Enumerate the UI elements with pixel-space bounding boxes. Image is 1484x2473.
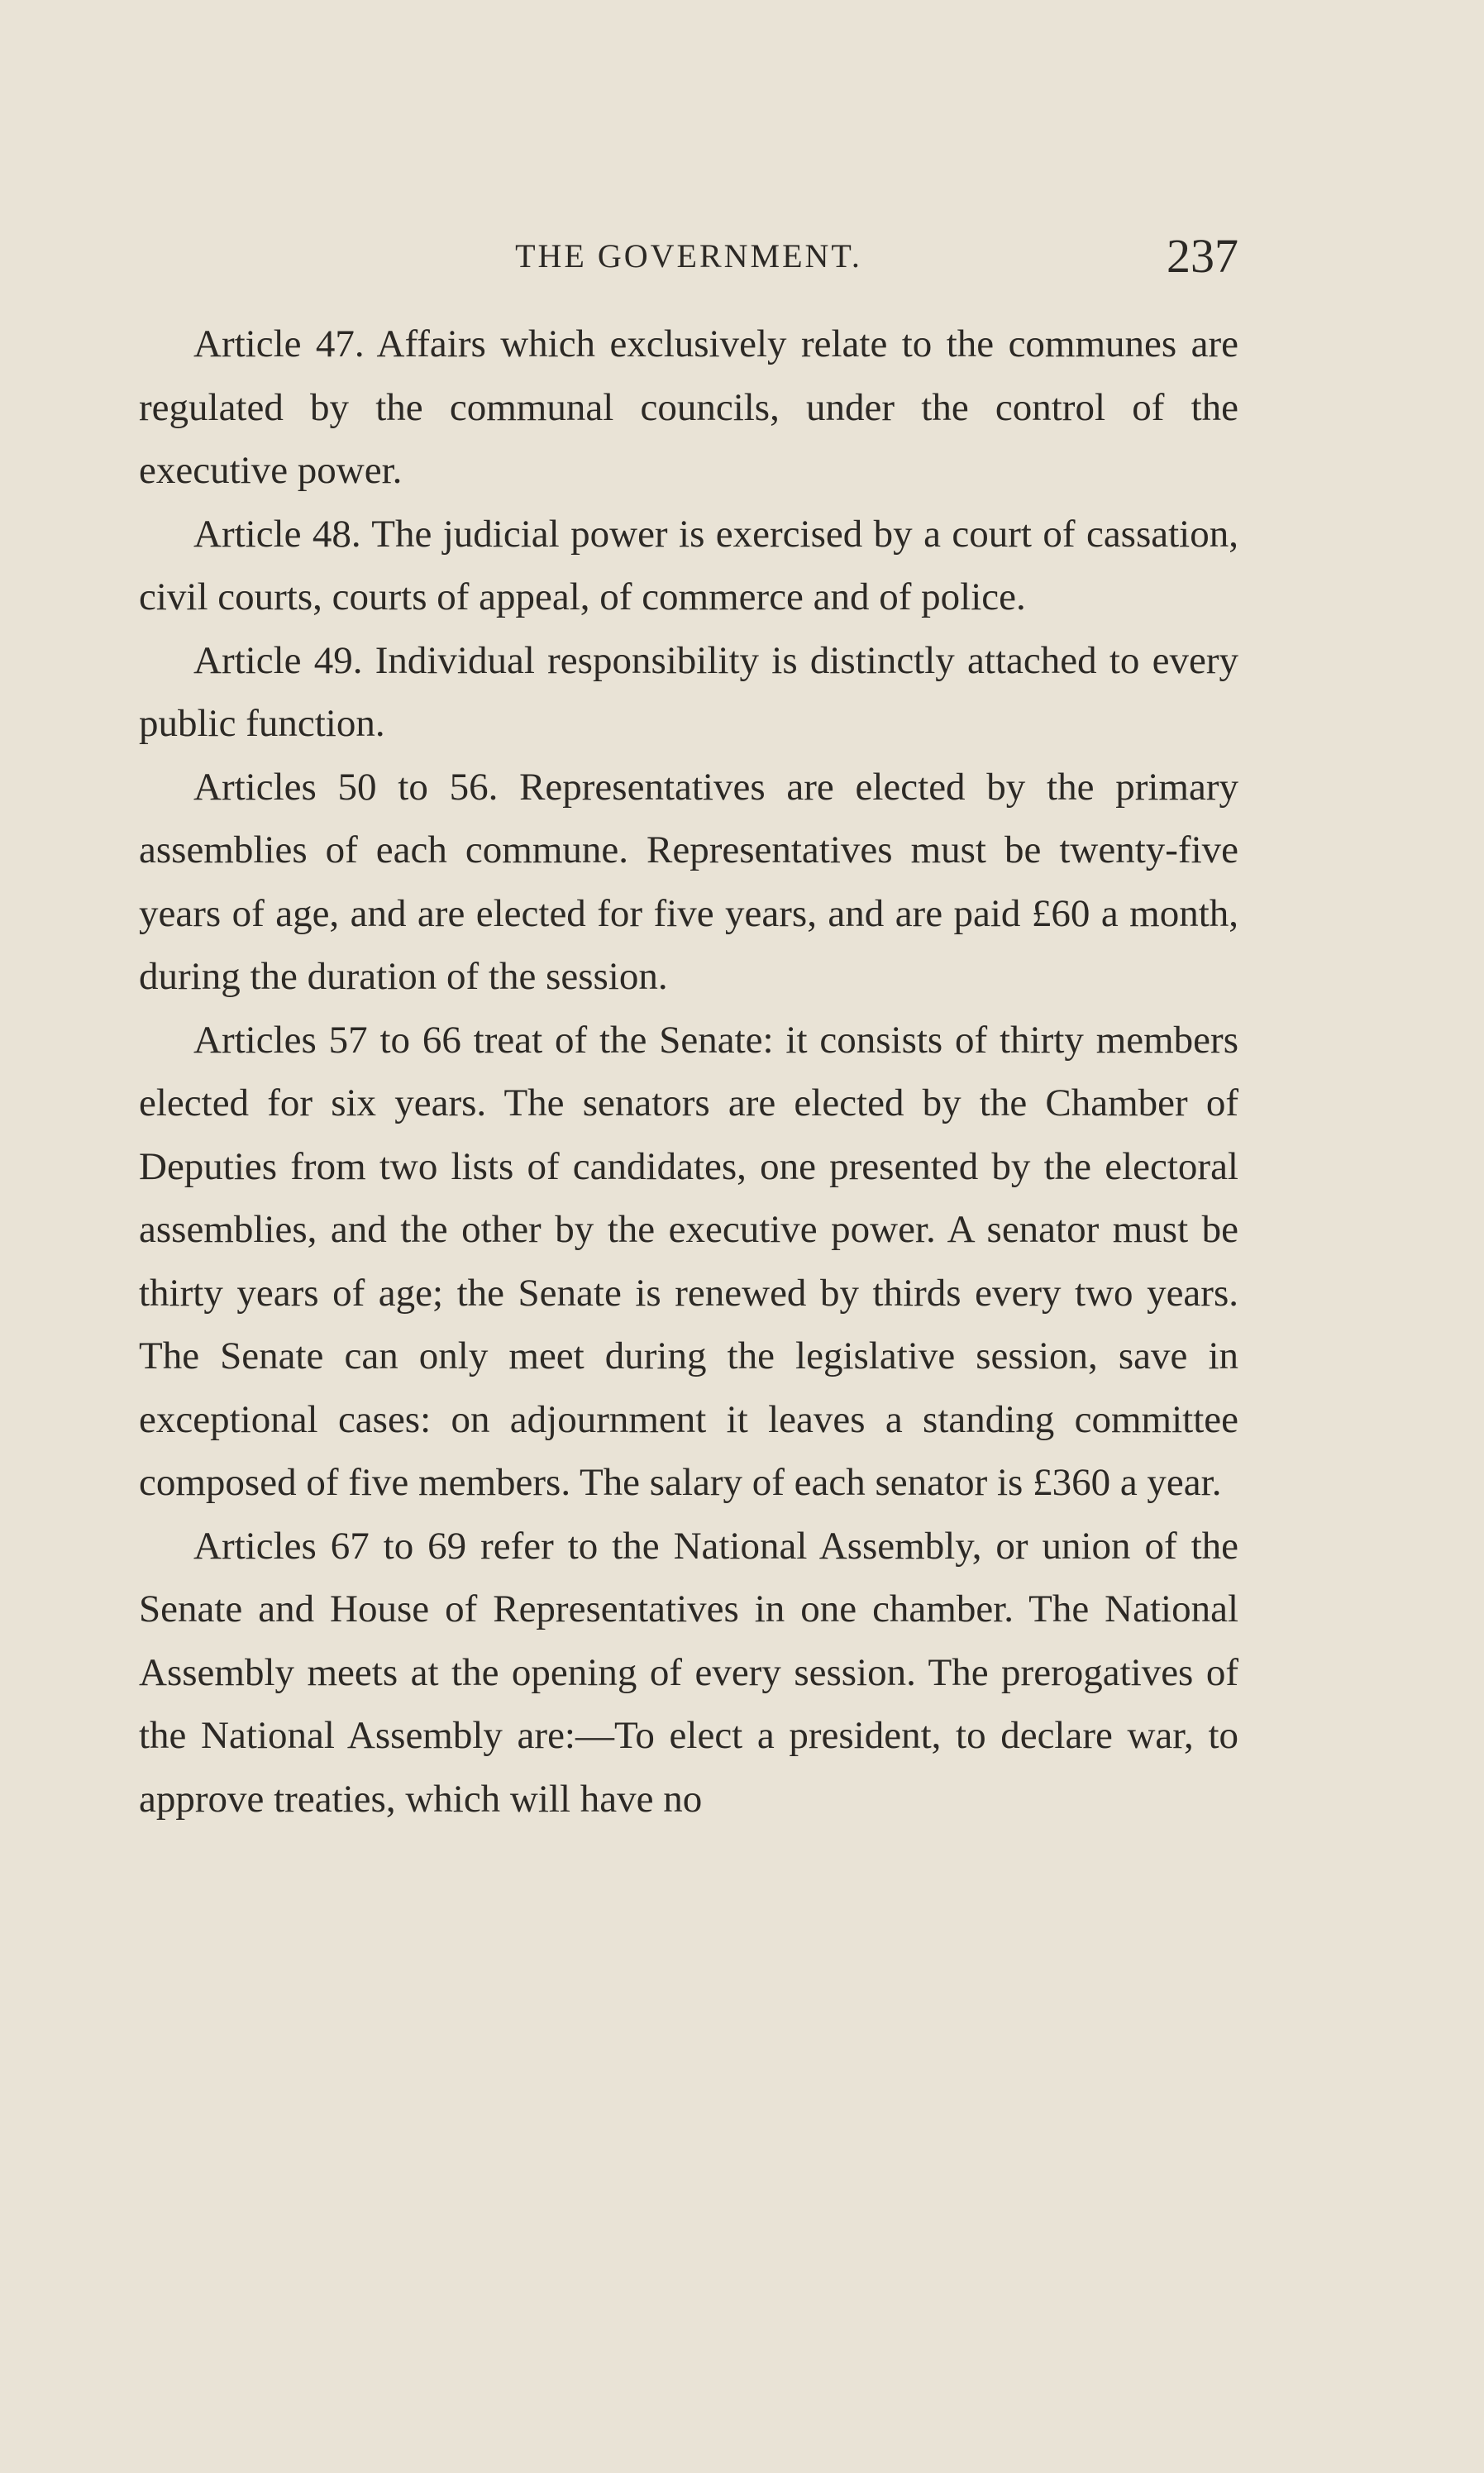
paragraph-articles-57-66: Articles 57 to 66 treat of the Senate: it consists of thirty members elected for six years. The senators are elected by the Chamber of Deputies from two lists of candidates, one presented by the electoral assemblies, and the other by the executive power. A senator must be thirty years of age; the Senate is renewed by thirds every two years. The Senate can only meet during the legislative session, save in exceptional cases: on adjournment it leaves a standing committee composed of five members. The salary of each senator is £360 a year. bbox=[139, 1018, 1238, 1504]
body-text bbox=[139, 313, 1238, 1831]
paragraph-article-47: Article 47. Affairs which exclusively relate to the communes are regulated by the communal councils, under the control of the executive power. bbox=[139, 322, 1238, 492]
running-title: THE GOVERNMENT. bbox=[515, 237, 862, 275]
paragraph-article-49: Article 49. Individual responsibility is distinctly attached to every public function. bbox=[139, 638, 1238, 745]
paragraph-article-48: Article 48. The judicial power is exercised by a court of cassation, civil courts, courts of appeal, of commerce and of police. bbox=[139, 512, 1238, 618]
paragraph-articles-67-69: Articles 67 to 69 refer to the National Assembly, or union of the Senate and House of Representatives in one chamber. The National Assembly meets at the opening of every session. The prerogatives of the National Assembly are:—To elect a president, to declare war, to approve treaties, which will have no bbox=[139, 1524, 1238, 1821]
running-head bbox=[139, 225, 1238, 283]
page-number: 237 bbox=[1167, 229, 1238, 283]
paragraph-articles-50-56: Articles 50 to 56. Representatives are elected by the primary assemblies of each commune. Representatives must be twenty-five years of age, and are elected for five years, and are paid £60 a month, during the duration of the session. bbox=[139, 765, 1238, 998]
